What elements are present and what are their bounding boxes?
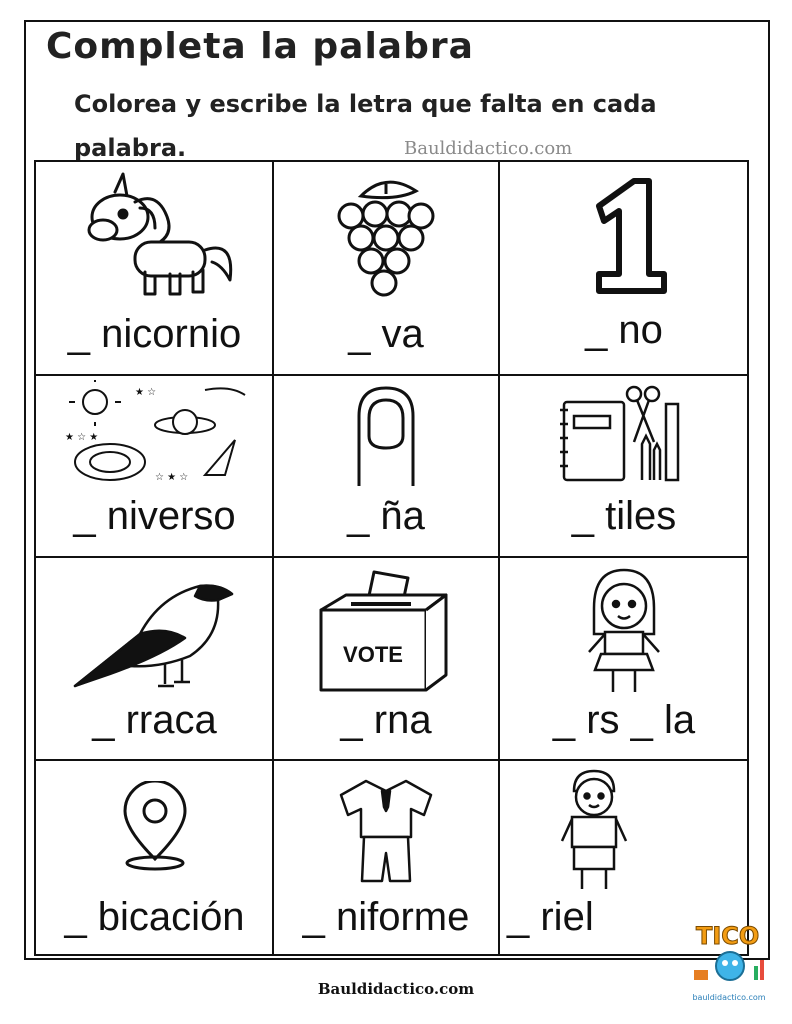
cell-one [499,162,749,374]
girl-icon [579,568,669,698]
fingernail-icon [351,386,421,486]
word-label: _ va [348,312,424,356]
word-label: _ tiles [571,494,677,538]
cell-universe [36,376,273,556]
page-title: Completa la palabra [46,26,474,67]
grapes-icon [331,176,441,306]
cell-magpie [36,558,273,759]
logo-url: bauldidactico.com [692,993,766,1002]
svg-text:★ ☆ ★: ★ ☆ ★ [64,432,98,443]
word-label: _ niverso [73,494,236,538]
uniform-icon [336,777,436,887]
magpie-bird-icon [70,576,240,696]
school-supplies-icon [554,384,694,484]
cell-nail [273,376,499,556]
boy-icon [554,769,634,893]
svg-text:★ ☆: ★ ☆ [134,387,156,398]
word-grid [34,160,749,956]
svg-text:☆ ★ ☆: ☆ ★ ☆ [154,472,188,483]
instructions: Colorea y escribe la letra que falta en cada palabra. [74,90,657,162]
unicorn-icon [75,172,235,302]
word-label: _ rs _ la [552,698,696,742]
word-label: _ rraca [92,698,217,742]
universe-icon [55,380,255,490]
cell-girl [499,558,749,759]
word-label: _ rna [340,698,432,742]
word-label: _ niforme [302,895,470,939]
cell-grapes [273,162,499,374]
cell-ballot [273,558,499,759]
word-label: _ nicornio [67,312,242,356]
ballot-box-icon [316,570,456,696]
footer-site: Bauldidactico.com [317,980,475,998]
word-label: _ no [585,308,663,352]
ballot-label: VOTE [343,642,403,667]
logo-brand: TICO [696,922,760,950]
cell-unicorn [36,162,273,374]
word-label: _ riel [507,895,594,939]
cell-uniform [273,761,499,956]
number-one-icon [579,176,669,296]
cell-location [36,761,273,956]
location-pin-icon [115,781,195,871]
cell-supplies [499,376,749,556]
watermark: Bauldidactico.com [404,138,573,159]
word-label: _ ña [347,494,425,538]
word-label: _ bicación [64,895,245,939]
